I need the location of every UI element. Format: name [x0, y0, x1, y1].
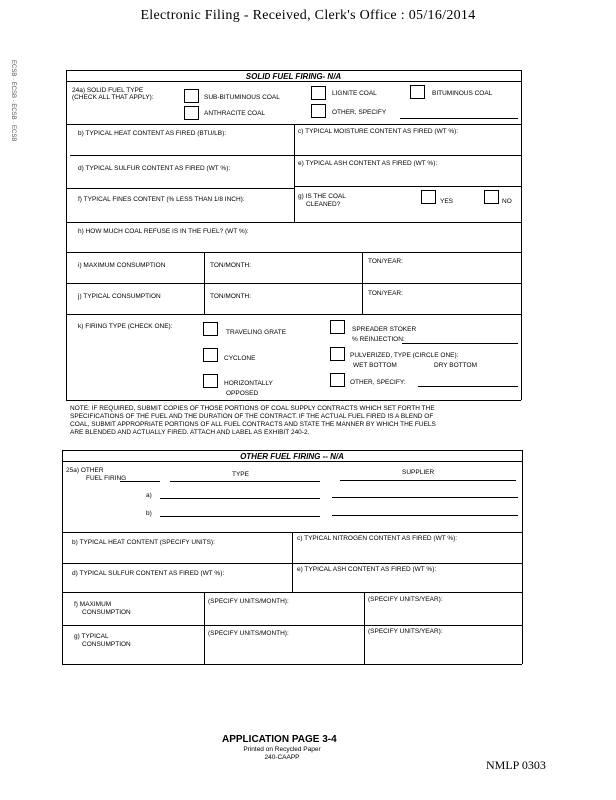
- bituminous-label: BITUMINOUS COAL: [432, 90, 493, 97]
- other-max-label-2: CONSUMPTION: [82, 609, 131, 616]
- recycled-paper-note: Printed on Recycled Paper: [243, 746, 321, 753]
- other-ash-label: e) TYPICAL ASH CONTENT AS FIRED (WT %):: [297, 566, 437, 573]
- spreader-stoker-checkbox[interactable]: [330, 320, 345, 334]
- coal-refuse-label: h) HOW MUCH COAL REFUSE IS IN THE FUEL? (WT %):: [78, 228, 249, 235]
- q25a-label-2: FUEL FIRING: [86, 475, 127, 482]
- anthracite-checkbox[interactable]: [184, 106, 199, 120]
- other-max-units-year: (SPECIFY UNITS/YEAR):: [368, 596, 443, 603]
- q25a-label-1: 25a) OTHER: [66, 467, 104, 474]
- typ-tonmonth-label: TON/MONTH:: [210, 293, 252, 300]
- other-heat-content-label: b) TYPICAL HEAT CONTENT (SPECIFY UNITS):: [72, 539, 215, 546]
- cyclone-label: CYCLONE: [224, 355, 256, 362]
- opposed-label: OPPOSED: [226, 390, 259, 397]
- q24a-label-2: (CHECK ALL THAT APPLY):: [72, 94, 154, 101]
- horizontally-opposed-checkbox[interactable]: [203, 374, 218, 388]
- note-line: SPECIFICATIONS OF THE FUEL AND THE DURATION OF THE CONTRACT. IF THE ACTUAL FUEL FIRED IS A BLEND OF: [70, 413, 434, 420]
- reinjection-label: % REINJECTION:: [352, 336, 405, 343]
- traveling-grate-checkbox[interactable]: [203, 322, 218, 336]
- other-fuel-title: OTHER FUEL FIRING -- N/A: [240, 452, 344, 461]
- other-typ-units-year: (SPECIFY UNITS/YEAR):: [368, 628, 443, 635]
- other-firing-label: OTHER, SPECIFY:: [350, 379, 406, 386]
- horizontally-label: HORIZONTALLY: [224, 380, 273, 387]
- other-max-label-1: f) MAXIMUM: [74, 601, 112, 608]
- moisture-content-label: c) TYPICAL MOISTURE CONTENT AS FIRED (WT %):: [298, 128, 459, 135]
- cleaned-no-checkbox[interactable]: [484, 190, 499, 204]
- pulverized-checkbox[interactable]: [330, 347, 345, 361]
- spreader-stoker-label: SPREADER STOKER: [352, 326, 417, 333]
- traveling-grate-label: TRAVELING GRATE: [226, 329, 287, 336]
- ash-content-label: e) TYPICAL ASH CONTENT AS FIRED (WT %):: [298, 160, 438, 167]
- document-code: NMLP 0303: [486, 758, 546, 772]
- form-number: 240-CAAPP: [264, 754, 300, 761]
- cleaned-no-label: NO: [502, 198, 512, 205]
- lignite-checkbox[interactable]: [311, 86, 326, 100]
- other-fuel-row-b: b): [146, 510, 152, 517]
- other-fuel-row-a: a): [146, 492, 152, 499]
- note-line: NOTE: IF REQUIRED, SUBMIT COPIES OF THOSE PORTIONS OF COAL SUPPLY CONTRACTS WHICH SET FORTH THE: [70, 405, 435, 412]
- other-sulfur-label: d) TYPICAL SULFUR CONTENT AS FIRED (WT %):: [72, 570, 225, 577]
- typ-tonyear-label: TON/YEAR:: [368, 290, 403, 297]
- other-nitrogen-label: c) TYPICAL NITROGEN CONTENT AS FIRED (WT %):: [297, 535, 458, 542]
- heat-content-label: b) TYPICAL HEAT CONTENT AS FIRED (BTU/LB):: [78, 130, 227, 137]
- anthracite-label: ANTHRACITE COAL: [204, 110, 266, 117]
- other-typ-label-2: CONSUMPTION: [82, 641, 131, 648]
- left-margin-marks: ECSB · ECSB · ECSB · ECSB: [10, 60, 16, 142]
- note-line: ARE BLENDED AND ACTUALLY FIRED. ATTACH AND LABEL AS EXHIBIT 240-2.: [70, 429, 310, 436]
- lignite-label: LIGNITE COAL: [332, 90, 377, 97]
- firing-type-label: k) FIRING TYPE (CHECK ONE):: [78, 323, 173, 330]
- coal-cleaned-label-2: CLEANED?: [306, 201, 341, 208]
- max-tonmonth-label: TON/MONTH:: [210, 262, 252, 269]
- other-coal-checkbox[interactable]: [311, 104, 326, 118]
- dry-bottom-label: DRY BOTTOM: [434, 362, 477, 369]
- wet-bottom-label: WET BOTTOM: [353, 362, 397, 369]
- cleaned-yes-checkbox[interactable]: [421, 190, 436, 204]
- other-typ-units-month: (SPECIFY UNITS/MONTH):: [208, 630, 289, 637]
- note-line: COAL, SUBMIT APPROPRIATE PORTIONS OF ALL FUEL CONTRACTS AND STATE THE MANNER BY WHICH THE FUELS: [70, 421, 436, 428]
- q24a-label-1: 24a) SOLID FUEL TYPE: [72, 87, 144, 94]
- other-coal-label: OTHER, SPECIFY: [332, 109, 387, 116]
- supplier-column-header: SUPPLIER: [402, 469, 435, 476]
- sub-bituminous-checkbox[interactable]: [184, 89, 199, 103]
- other-firing-checkbox[interactable]: [330, 373, 345, 387]
- other-typ-label-1: g) TYPICAL: [74, 633, 109, 640]
- type-column-header: TYPE: [232, 471, 249, 478]
- max-consumption-label: i) MAXIMUM CONSUMPTION: [78, 262, 166, 269]
- application-page-label: APPLICATION PAGE 3-4: [222, 734, 337, 745]
- cleaned-yes-label: YES: [440, 198, 454, 205]
- pulverized-label: PULVERIZED, TYPE (CIRCLE ONE):: [350, 352, 459, 359]
- bituminous-checkbox[interactable]: [410, 85, 425, 99]
- sulfur-content-label: d) TYPICAL SULFUR CONTENT AS FIRED (WT %):: [78, 165, 231, 172]
- typ-consumption-label: j) TYPICAL CONSUMPTION: [78, 293, 161, 300]
- cyclone-checkbox[interactable]: [203, 348, 218, 362]
- solid-fuel-title: SOLID FUEL FIRING- N/A: [245, 72, 342, 81]
- coal-cleaned-label-1: g) IS THE COAL: [298, 193, 346, 200]
- fines-content-label: f) TYPICAL FINES CONTENT (% LESS THAN 1/8 INCH):: [78, 196, 245, 203]
- other-max-units-month: (SPECIFY UNITS/MONTH):: [208, 598, 289, 605]
- max-tonyear-label: TON/YEAR:: [368, 258, 403, 265]
- filing-stamp-header: Electronic Filing - Received, Clerk's Office : 05/16/2014: [140, 8, 476, 23]
- sub-bituminous-label: SUB-BITUMINOUS COAL: [204, 94, 280, 101]
